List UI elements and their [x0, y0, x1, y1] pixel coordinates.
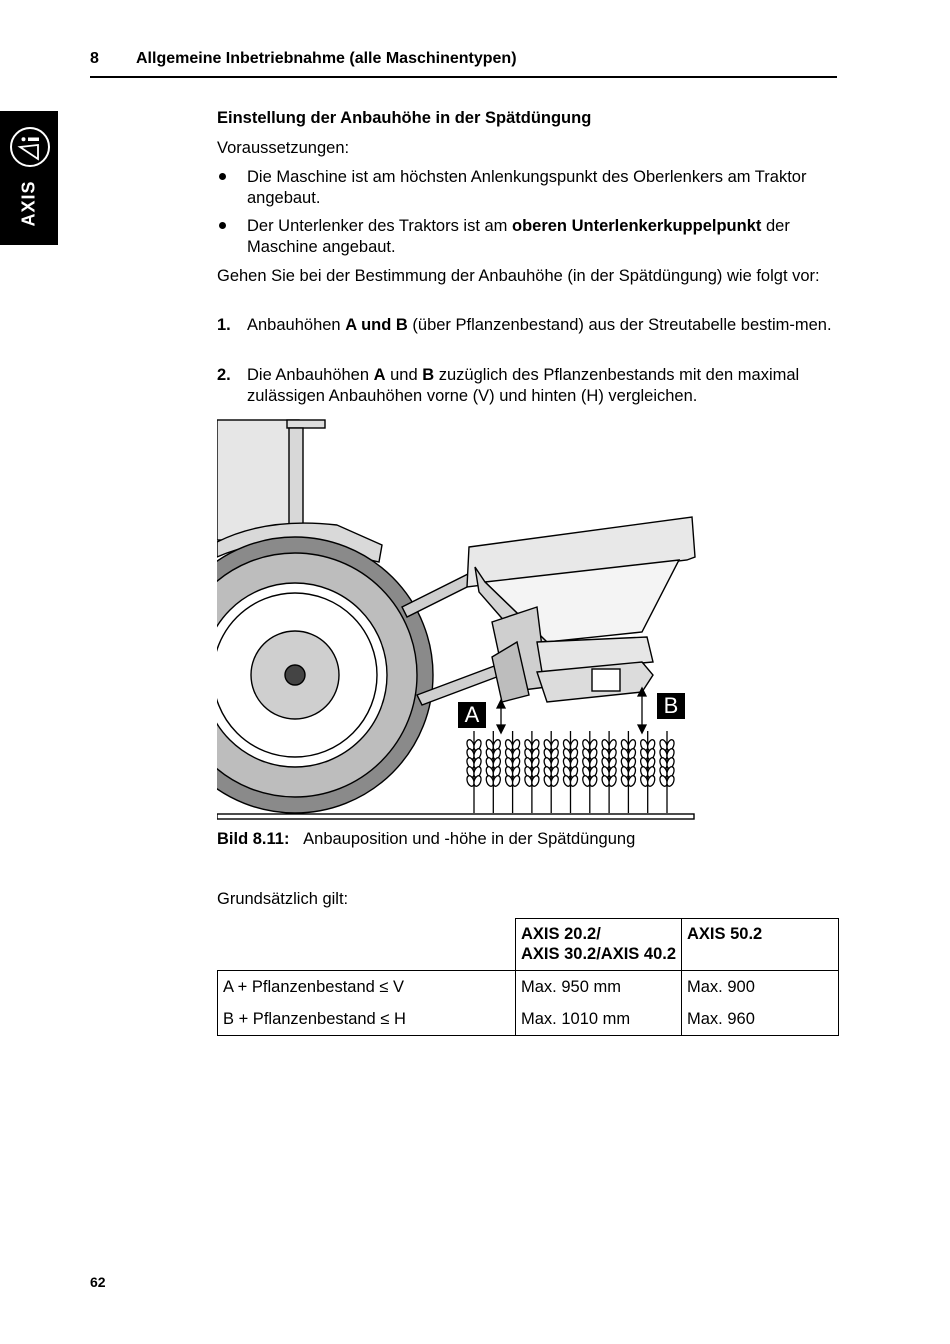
page-number: 62: [90, 1274, 106, 1290]
caption-number: Bild 8.11:: [217, 830, 290, 848]
bullet-dot: [219, 173, 226, 180]
wheat-plant: [620, 731, 637, 813]
chapter-number: 8: [90, 50, 99, 67]
wheat-plant: [524, 731, 541, 813]
table-header-empty: [218, 919, 516, 971]
step-text: Die Anbauhöhen A und B zuzüglich des Pflanzenbestands mit den maximal zulässigen Anbauhöhen vorne (V) und hinten (H) vergleichen.: [247, 366, 800, 405]
wheat-plant: [601, 731, 618, 813]
wheat-plant: [543, 731, 560, 813]
step-item: [217, 315, 837, 336]
table-cell: Max. 950 mm: [516, 971, 682, 1004]
plant-row: [466, 731, 676, 813]
header-rule: [90, 76, 837, 78]
table-header-row: [218, 919, 839, 971]
bullet-item: [217, 167, 837, 209]
table-row: [218, 971, 839, 1004]
table-header-cell: AXIS 50.2: [682, 919, 839, 971]
wheat-plant: [466, 731, 483, 813]
table-cell: A + Pflanzenbestand ≤ V: [218, 971, 516, 1004]
step-number: 2.: [217, 366, 231, 384]
step-number: 1.: [217, 316, 231, 334]
step-item: [217, 365, 837, 407]
info-triangle-icon: [8, 125, 52, 169]
step-text: Anbauhöhen A und B (über Pflanzenbestand) aus der Streutabelle bestim-men.: [247, 316, 832, 334]
table-cell: Max. 900: [682, 971, 839, 1004]
wheat-plant: [504, 731, 521, 813]
wheat-plant: [639, 731, 656, 813]
figure-label-b: B: [663, 693, 679, 718]
wheat-plant: [485, 731, 502, 813]
wheat-plant: [581, 731, 598, 813]
bullet-text: Der Unterlenker des Traktors ist am oberen Unterlenkerkuppelpunkt der Maschine angebaut.: [247, 217, 790, 256]
figure-label-a: A: [464, 702, 480, 727]
table-cell: Max. 1010 mm: [516, 1003, 682, 1036]
table-cell: B + Pflanzenbestand ≤ H: [218, 1003, 516, 1036]
side-tab-label: AXIS: [18, 179, 39, 227]
wheat-plant: [562, 731, 579, 813]
grundsatz-text: Grundsätzlich gilt:: [217, 890, 349, 908]
wheat-plant: [659, 731, 676, 813]
table-header-cell: AXIS 20.2/ AXIS 30.2/AXIS 40.2: [516, 919, 682, 971]
bullet-text: Die Maschine ist am höchsten Anlenkungspunkt des Oberlenkers am Traktor angebaut.: [247, 168, 807, 207]
prereq-label: Voraussetzungen:: [217, 139, 350, 157]
table-row: [218, 1003, 839, 1036]
caption-text: Anbauposition und -höhe in der Spätdüngung: [303, 830, 636, 848]
chapter-title: Allgemeine Inbetriebnahme (alle Maschinentypen): [136, 50, 517, 67]
section-title: Einstellung der Anbauhöhe in der Spätdüngung: [217, 109, 592, 127]
figure-caption: [217, 830, 635, 849]
intro-text: Gehen Sie bei der Bestimmung der Anbauhöhe (in der Spätdüngung) wie folgt vor:: [217, 267, 820, 285]
table-cell: Max. 960: [682, 1003, 839, 1036]
side-tab: [0, 111, 58, 245]
spec-table: [217, 918, 839, 1036]
bullet-dot: [219, 222, 226, 229]
bullet-item: [217, 216, 837, 258]
spreader-illustration: [217, 417, 697, 822]
